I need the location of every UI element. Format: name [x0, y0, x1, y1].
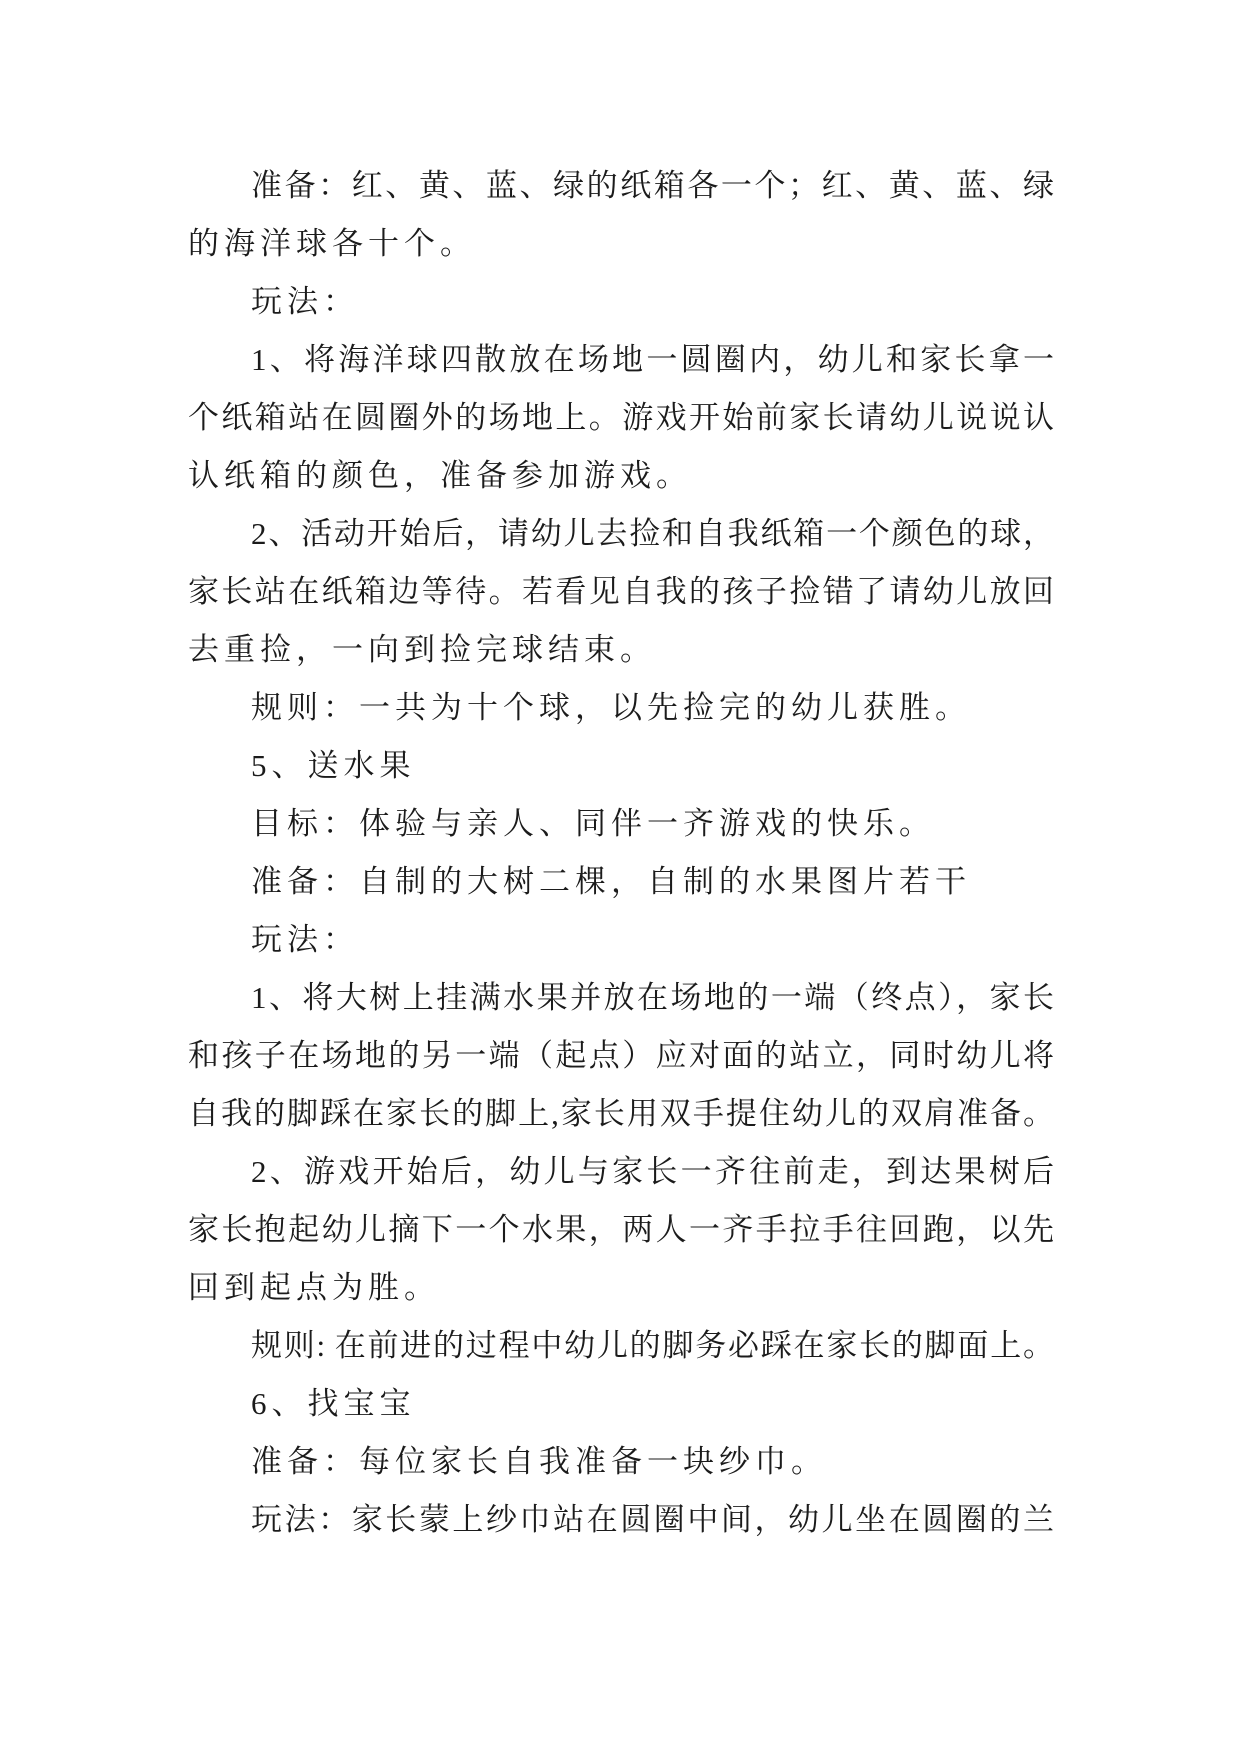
text-line: 准备：每位家长自我准备一块纱巾。 — [251, 1444, 827, 1479]
text-line: 5、送水果 — [251, 748, 416, 783]
text-line: 个纸箱站在圆圈外的场地上。游戏开始前家长请幼儿说说认 — [188, 400, 1054, 435]
text-line: 玩法： — [251, 922, 359, 957]
text-line: 准备：红、黄、蓝、绿的纸箱各一个；红、黄、蓝、绿 — [251, 168, 1054, 203]
text-line: 玩法： — [251, 284, 359, 319]
text-line: 家长站在纸箱边等待。若看见自我的孩子捡错了请幼儿放回 — [188, 574, 1054, 609]
text-line: 自我的脚踩在家长的脚上,家长用双手提住幼儿的双肩准备。 — [188, 1096, 1054, 1131]
text-line: 家长抱起幼儿摘下一个水果，两人一齐手拉手往回跑，以先 — [188, 1212, 1054, 1247]
document-text-block — [188, 157, 1054, 1549]
text-line: 准备：自制的大树二棵，自制的水果图片若干 — [251, 864, 971, 899]
text-line: 规则: 在前进的过程中幼儿的脚务必踩在家长的脚面上。 — [251, 1328, 1054, 1363]
text-line: 玩法：家长蒙上纱巾站在圆圈中间，幼儿坐在圆圈的兰 — [251, 1502, 1054, 1537]
text-line: 认纸箱的颜色，准备参加游戏。 — [188, 458, 692, 493]
text-line: 1、将海洋球四散放在场地一圆圈内，幼儿和家长拿一 — [251, 342, 1054, 377]
text-line: 去重捡，一向到捡完球结束。 — [188, 632, 656, 667]
text-line: 规则：一共为十个球，以先捡完的幼儿获胜。 — [251, 690, 971, 725]
text-line: 目标：体验与亲人、同伴一齐游戏的快乐。 — [251, 806, 935, 841]
text-line: 回到起点为胜。 — [188, 1270, 440, 1305]
text-line: 6、找宝宝 — [251, 1386, 416, 1421]
text-line: 2、游戏开始后，幼儿与家长一齐往前走，到达果树后 — [251, 1154, 1054, 1189]
text-line: 2、活动开始后，请幼儿去捡和自我纸箱一个颜色的球， — [251, 516, 1054, 551]
text-line: 的海洋球各十个。 — [188, 226, 476, 261]
text-line: 1、将大树上挂满水果并放在场地的一端（终点），家长 — [251, 980, 1054, 1015]
text-line: 和孩子在场地的另一端（起点）应对面的站立，同时幼儿将 — [188, 1038, 1054, 1073]
